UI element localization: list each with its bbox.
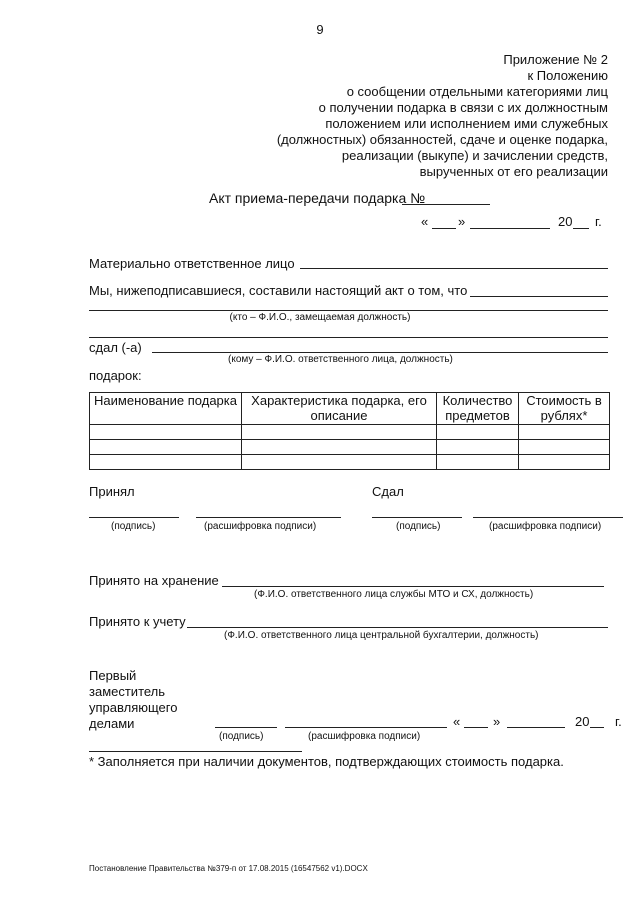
accounting-field[interactable] [187, 627, 608, 628]
responsible-label: Материально ответственное лицо [89, 256, 295, 271]
header-quantity: Количество предметов [437, 393, 519, 425]
deputy-year-field[interactable] [590, 727, 604, 728]
to-whom-caption: (кому – Ф.И.О. ответственного лица, должность) [228, 354, 453, 365]
appendix-line: вырученных от его реализации [419, 164, 608, 179]
signature-caption: (подпись) [396, 521, 441, 532]
appendix-line: о получении подарка в связи с их должностным [318, 100, 608, 115]
act-day-field[interactable] [432, 228, 456, 229]
deputy-line: Первый [89, 668, 137, 683]
appendix-header [248, 52, 608, 180]
gift-label: подарок: [89, 368, 142, 383]
undersigned-field-2[interactable] [89, 310, 608, 311]
undersigned-field-1[interactable] [470, 296, 608, 297]
date-close-quote: » [458, 214, 466, 229]
table-cell[interactable] [437, 440, 519, 455]
who-caption: (кто – Ф.И.О., замещаемая должность) [229, 312, 411, 323]
storage-label: Принято на хранение [89, 573, 219, 588]
act-year-field[interactable] [573, 228, 589, 229]
header-gift-name: Наименование подарка [90, 393, 242, 425]
accepted-label: Принял [89, 484, 135, 499]
table-cell[interactable] [437, 425, 519, 440]
deputy-month-field[interactable] [507, 727, 565, 728]
signature-caption: (подпись) [219, 731, 264, 742]
handed-to-field[interactable] [152, 352, 608, 353]
table-row [90, 425, 610, 440]
table-header-row [90, 393, 610, 425]
deputy-line: заместитель [89, 684, 166, 699]
table-cell[interactable] [242, 425, 437, 440]
table-cell[interactable] [437, 455, 519, 470]
act-number-field[interactable] [402, 204, 490, 205]
table-cell[interactable] [90, 425, 242, 440]
table-cell[interactable] [242, 455, 437, 470]
deputy-close-quote: » [493, 714, 501, 729]
decoding-caption: (расшифровка подписи) [308, 731, 421, 742]
deputy-day-field[interactable] [464, 727, 488, 728]
handed-decoding-field[interactable] [473, 517, 623, 518]
accounting-label: Принято к учету [89, 614, 186, 629]
undersigned-field-3[interactable] [89, 337, 608, 338]
footnote: * Заполняется при наличии документов, подтверждающих стоимость подарка. [89, 754, 564, 769]
appendix-line: положением или исполнением ими служебных [325, 116, 608, 131]
table-cell[interactable] [90, 455, 242, 470]
page-number: 9 [316, 22, 324, 37]
decoding-caption: (расшифровка подписи) [204, 521, 317, 532]
table-cell[interactable] [519, 440, 610, 455]
deputy-year: 20 [575, 714, 590, 729]
storage-field[interactable] [222, 586, 604, 587]
act-month-field[interactable] [470, 228, 550, 229]
appendix-line: (должностных) обязанностей, сдаче и оценке подарка, [276, 132, 608, 147]
date-year-suffix: г. [595, 214, 602, 229]
document-footer: Постановление Правительства №379-п от 17.08.2015 (16547562 v1).DOCX [89, 864, 368, 873]
deputy-title [89, 668, 177, 732]
responsible-field[interactable] [300, 268, 608, 269]
accounting-caption: (Ф.И.О. ответственного лица центральной бухгалтерии, должность) [224, 630, 539, 641]
footnote-separator [89, 751, 302, 752]
gift-table [89, 392, 610, 470]
table-cell[interactable] [519, 425, 610, 440]
date-year: 20 [558, 214, 573, 229]
signature-caption: (подпись) [111, 521, 156, 532]
table-row [90, 440, 610, 455]
appendix-line: о сообщении отдельными категориями лиц [346, 84, 608, 99]
table-row [90, 455, 610, 470]
deputy-decoding-field[interactable] [285, 727, 447, 728]
table-cell[interactable] [519, 455, 610, 470]
appendix-line: реализации (выкупе) и зачислении средств, [341, 148, 608, 163]
undersigned-label: Мы, нижеподписавшиеся, составили настоящий акт о том, что [89, 283, 468, 298]
deputy-line: управляющего [89, 700, 178, 715]
deputy-line: делами [89, 716, 135, 731]
handed-sign-label: Сдал [372, 484, 404, 499]
table-cell[interactable] [90, 440, 242, 455]
accepted-signature-field[interactable] [89, 517, 179, 518]
handed-signature-field[interactable] [372, 517, 462, 518]
appendix-line: к Положению [527, 68, 608, 83]
storage-caption: (Ф.И.О. ответственного лица службы МТО и СХ, должность) [254, 589, 534, 600]
deputy-year-suffix: г. [615, 714, 622, 729]
date-open-quote: « [421, 214, 429, 229]
accepted-decoding-field[interactable] [196, 517, 341, 518]
deputy-signature-field[interactable] [215, 727, 277, 728]
header-gift-description: Характеристика подарка, его описание [242, 393, 437, 425]
appendix-line: Приложение № 2 [503, 52, 608, 67]
header-cost: Стоимость в рублях* [519, 393, 610, 425]
act-title: Акт приема-передачи подарка № [209, 190, 426, 206]
handed-label: сдал (-а) [89, 340, 142, 355]
decoding-caption: (расшифровка подписи) [489, 521, 602, 532]
table-cell[interactable] [242, 440, 437, 455]
deputy-open-quote: « [453, 714, 461, 729]
